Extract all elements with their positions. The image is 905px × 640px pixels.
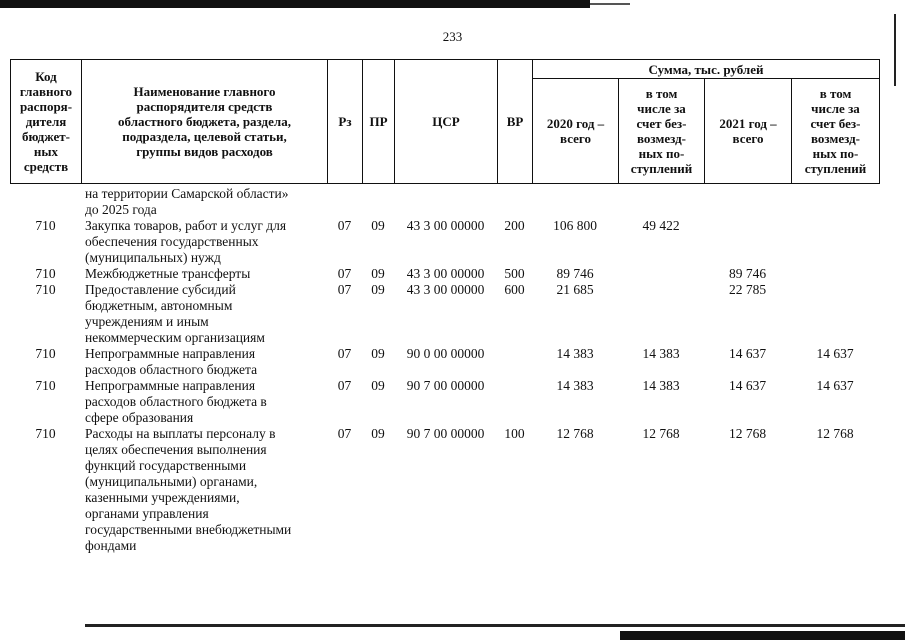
scan-edge-top bbox=[0, 0, 590, 8]
row-rz: 07 bbox=[337, 266, 352, 281]
row-csr bbox=[394, 186, 497, 218]
row-name-line: фондами bbox=[85, 538, 137, 553]
table-row bbox=[10, 282, 879, 346]
row-name-line: расходов областного бюджета bbox=[85, 362, 258, 377]
row-name bbox=[81, 218, 327, 266]
row-pr: 09 bbox=[371, 266, 385, 281]
row-name-line: Межбюджетные трансферты bbox=[85, 266, 251, 281]
row-2020-free: 12 768 bbox=[642, 426, 680, 441]
row-name bbox=[81, 346, 327, 378]
row-2021-free: 14 637 bbox=[816, 346, 854, 361]
scan-edge-right bbox=[894, 14, 896, 86]
row-rz: 07 bbox=[337, 378, 352, 393]
row-2021-free bbox=[791, 266, 879, 282]
row-vr: 100 bbox=[504, 426, 525, 441]
row-2020-total: 12 768 bbox=[556, 426, 594, 441]
row-vr bbox=[497, 346, 532, 378]
header-2020-total: 2020 год – всего bbox=[533, 79, 619, 184]
row-code: 710 bbox=[35, 218, 56, 233]
table-body bbox=[10, 186, 879, 554]
row-code: 710 bbox=[35, 346, 56, 361]
row-name-line: обеспечения государственных bbox=[85, 234, 259, 249]
row-2020-total: 21 685 bbox=[556, 282, 594, 297]
row-2020-total: 106 800 bbox=[553, 218, 597, 233]
row-code: 710 bbox=[35, 266, 56, 281]
row-2020-free: 49 422 bbox=[642, 218, 680, 233]
table-row bbox=[10, 426, 879, 554]
row-name-line: учреждениям и иным bbox=[85, 314, 209, 329]
row-2021-total: 12 768 bbox=[728, 426, 767, 441]
row-name-line: некоммерческим организациям bbox=[85, 330, 265, 345]
row-vr: 200 bbox=[504, 218, 525, 233]
header-csr: ЦСР bbox=[395, 60, 498, 184]
header-2021-total: 2021 год – всего bbox=[705, 79, 792, 184]
row-name bbox=[81, 186, 327, 218]
row-name-line: Непрограммные направления bbox=[85, 378, 256, 393]
row-pr: 09 bbox=[371, 218, 385, 233]
row-name bbox=[81, 378, 327, 426]
row-vr: 500 bbox=[504, 266, 525, 281]
header-code: Код главного распоря- дителя бюджет- ных средств bbox=[11, 60, 82, 184]
scan-edge-bottom bbox=[85, 624, 905, 627]
row-code: 710 bbox=[35, 426, 56, 441]
row-rz: 07 bbox=[337, 282, 352, 297]
row-csr: 90 7 00 00000 bbox=[406, 378, 485, 393]
page-number: 233 bbox=[442, 29, 463, 44]
row-2021-total bbox=[704, 186, 791, 218]
row-code: 710 bbox=[35, 282, 56, 297]
row-2021-total: 14 637 bbox=[728, 378, 767, 393]
row-2020-total: 14 383 bbox=[556, 378, 594, 393]
row-name bbox=[81, 426, 327, 554]
header-vr: ВР bbox=[498, 60, 533, 184]
row-rz bbox=[327, 186, 362, 218]
row-name-line: целях обеспечения выполнения bbox=[85, 442, 267, 457]
header-2020-free: в том числе за счет без- возмезд- ных по- ступлений bbox=[619, 79, 705, 184]
row-name-line: государственными внебюджетными bbox=[85, 522, 292, 537]
row-2020-free bbox=[618, 282, 704, 346]
row-csr: 90 7 00 00000 bbox=[406, 426, 485, 441]
row-pr: 09 bbox=[371, 346, 385, 361]
table-row bbox=[10, 378, 879, 426]
row-name bbox=[81, 266, 327, 282]
row-name-line: сфере образования bbox=[85, 410, 194, 425]
row-name-line: казенными учреждениями, bbox=[85, 490, 240, 505]
row-pr: 09 bbox=[371, 426, 385, 441]
row-vr bbox=[497, 186, 532, 218]
row-vr: 600 bbox=[504, 282, 525, 297]
row-name-line: бюджетным, автономным bbox=[85, 298, 233, 313]
row-2021-total: 22 785 bbox=[728, 282, 767, 297]
row-csr: 43 3 00 00000 bbox=[406, 266, 485, 281]
scan-edge-bottom-thick bbox=[620, 631, 905, 640]
row-2021-total: 89 746 bbox=[728, 266, 767, 281]
row-name-line: до 2025 года bbox=[85, 202, 157, 217]
row-name-line: Закупка товаров, работ и услуг для bbox=[85, 218, 287, 233]
row-2020-free bbox=[618, 186, 704, 218]
table-row bbox=[10, 186, 879, 218]
row-csr: 43 3 00 00000 bbox=[406, 218, 485, 233]
row-rz: 07 bbox=[337, 218, 352, 233]
row-2020-free: 14 383 bbox=[642, 346, 680, 361]
row-vr bbox=[497, 378, 532, 426]
row-2020-total: 14 383 bbox=[556, 346, 594, 361]
row-2021-total: 14 637 bbox=[728, 346, 767, 361]
row-2020-total bbox=[532, 186, 618, 218]
header-sum-group: Сумма, тыс. рублей bbox=[533, 60, 880, 79]
row-name-line: функций государственными bbox=[85, 458, 247, 473]
row-name-line: расходов областного бюджета в bbox=[85, 394, 267, 409]
row-name-line: органами управления bbox=[85, 506, 209, 521]
row-2020-free: 14 383 bbox=[642, 378, 680, 393]
table-row bbox=[10, 266, 879, 282]
table-row bbox=[10, 346, 879, 378]
header-pr: ПР bbox=[363, 60, 395, 184]
row-2021-free: 12 768 bbox=[816, 426, 854, 441]
row-2021-free bbox=[791, 218, 879, 266]
row-pr: 09 bbox=[371, 378, 385, 393]
header-2021-free: в том числе за счет без- возмезд- ных по- ступлений bbox=[792, 79, 880, 184]
row-name-line: (муниципальных) нужд bbox=[85, 250, 221, 265]
scan-edge-top-thin bbox=[590, 3, 630, 5]
row-2021-free bbox=[791, 282, 879, 346]
row-name-line: (муниципальными) органами, bbox=[85, 474, 258, 489]
row-pr bbox=[362, 186, 394, 218]
row-2021-free bbox=[791, 186, 879, 218]
header-rz: Рз bbox=[328, 60, 363, 184]
row-2020-total: 89 746 bbox=[556, 266, 594, 281]
row-name-line: Расходы на выплаты персоналу в bbox=[85, 426, 276, 441]
row-code: 710 bbox=[35, 378, 56, 393]
row-rz: 07 bbox=[337, 346, 352, 361]
row-name-line: на территории Самарской области» bbox=[85, 186, 289, 201]
row-code bbox=[10, 186, 81, 218]
row-name-line: Непрограммные направления bbox=[85, 346, 256, 361]
row-name bbox=[81, 282, 327, 346]
row-name-line: Предоставление субсидий bbox=[85, 282, 236, 297]
table-header bbox=[10, 59, 880, 184]
row-csr: 90 0 00 00000 bbox=[406, 346, 485, 361]
header-name: Наименование главного распорядителя средств областного бюджета, раздела, подраздела, целевой статьи, группы видов расходов bbox=[82, 60, 328, 184]
row-2021-total bbox=[704, 218, 791, 266]
row-2021-free: 14 637 bbox=[816, 378, 854, 393]
table-row bbox=[10, 218, 879, 266]
row-csr: 43 3 00 00000 bbox=[406, 282, 485, 297]
row-2020-free bbox=[618, 266, 704, 282]
row-pr: 09 bbox=[371, 282, 385, 297]
row-rz: 07 bbox=[337, 426, 352, 441]
